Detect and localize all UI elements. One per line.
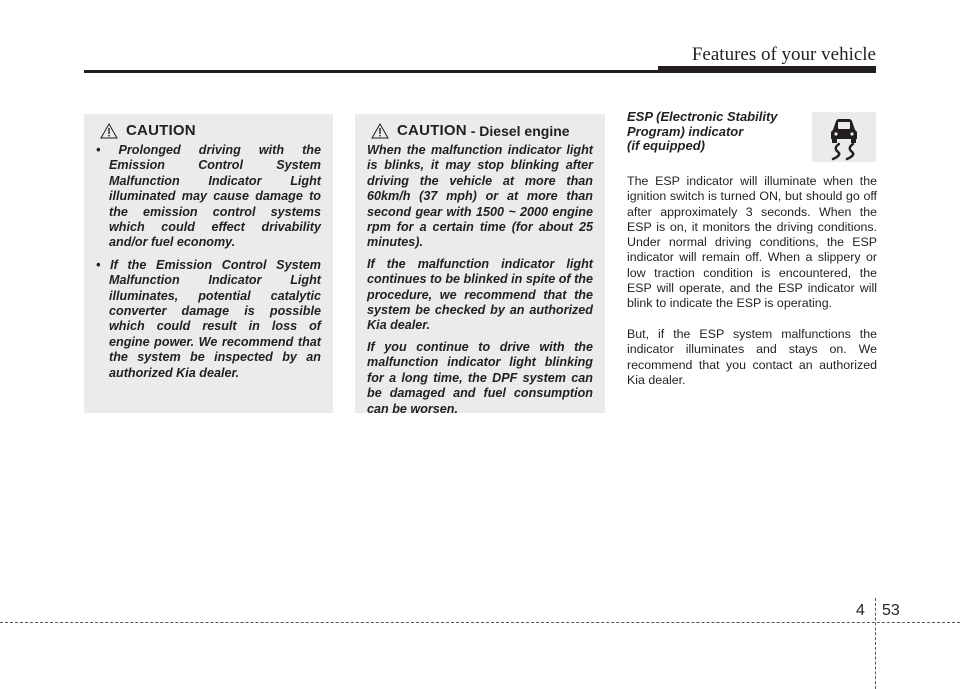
- caution-bullet: • Prolonged driving with the Emission Control System Malfunction Indicator Light illuminated may cause damage to the emission control systems which could effect drivability and/or fuel economy.: [96, 143, 321, 250]
- caution-bullet-list: [96, 143, 321, 381]
- footer-divider: [875, 598, 876, 689]
- esp-heading-line: Program) indicator: [627, 123, 744, 139]
- esp-paragraph: The ESP indicator will illuminate when the ignition switch is turned ON, but should go off after approximately 3 seconds. When the ESP is on, it monitors the driving conditions. Under normal driving conditions, the ESP indicator will remain off. When a slippery or low traction condition is encountered, the ESP will operate, and the ESP indicator will blink to indicate the ESP is operating.: [627, 174, 877, 311]
- footer-rule: [0, 622, 960, 623]
- caution-header: [367, 122, 593, 139]
- chapter-number: 4: [856, 602, 865, 619]
- caution-title: CAUTION: [397, 122, 467, 139]
- caution-paragraph: When the malfunction indicator light is blinks, it may stop blinking after driving the vehicle at more than 60km/h (37 mph) or at more than second gear with 1500 ~ 2000 engine rpm for a certain time (for about 25 minutes).: [367, 143, 593, 250]
- page-number: 53: [882, 602, 900, 619]
- warning-triangle-icon: [371, 123, 389, 139]
- esp-heading: [627, 110, 807, 154]
- caution-paragraph: If you continue to drive with the malfunction indicator light blinking for a long time, the DPF system can be damaged and fuel consumption can be worsen.: [367, 339, 593, 416]
- caution-box-diesel: [355, 114, 605, 416]
- caution-title: CAUTION: [126, 122, 196, 139]
- section-title: Features of your vehicle: [691, 44, 876, 65]
- header-rule-accent: [658, 66, 876, 73]
- caution-box-emission: [84, 114, 333, 413]
- caution-bullet: • If the Emission Control System Malfunction Indicator Light illuminates, potential catalytic converter damage is possible which could result in loss of engine power. We recommend that the system be inspected by an authorized Kia dealer.: [96, 257, 321, 380]
- caution-header: [96, 122, 321, 139]
- warning-triangle-icon: [100, 123, 118, 139]
- caution-paragraph: If the malfunction indicator light continues to be blinked in spite of the procedure, we recommend that the system be checked by an authorized Kia dealer.: [367, 256, 593, 333]
- esp-heading-line: ESP (Electronic Stability: [627, 109, 778, 124]
- esp-heading-line: (if equipped): [627, 138, 705, 154]
- caution-subtitle: - Diesel engine: [470, 122, 570, 139]
- esp-indicator-icon-box: [812, 112, 876, 162]
- esp-paragraph: But, if the ESP system malfunctions the indicator illuminates and stays on. We recommend that you contact an authorized Kia dealer.: [627, 327, 877, 387]
- esp-skid-car-icon: [812, 112, 876, 162]
